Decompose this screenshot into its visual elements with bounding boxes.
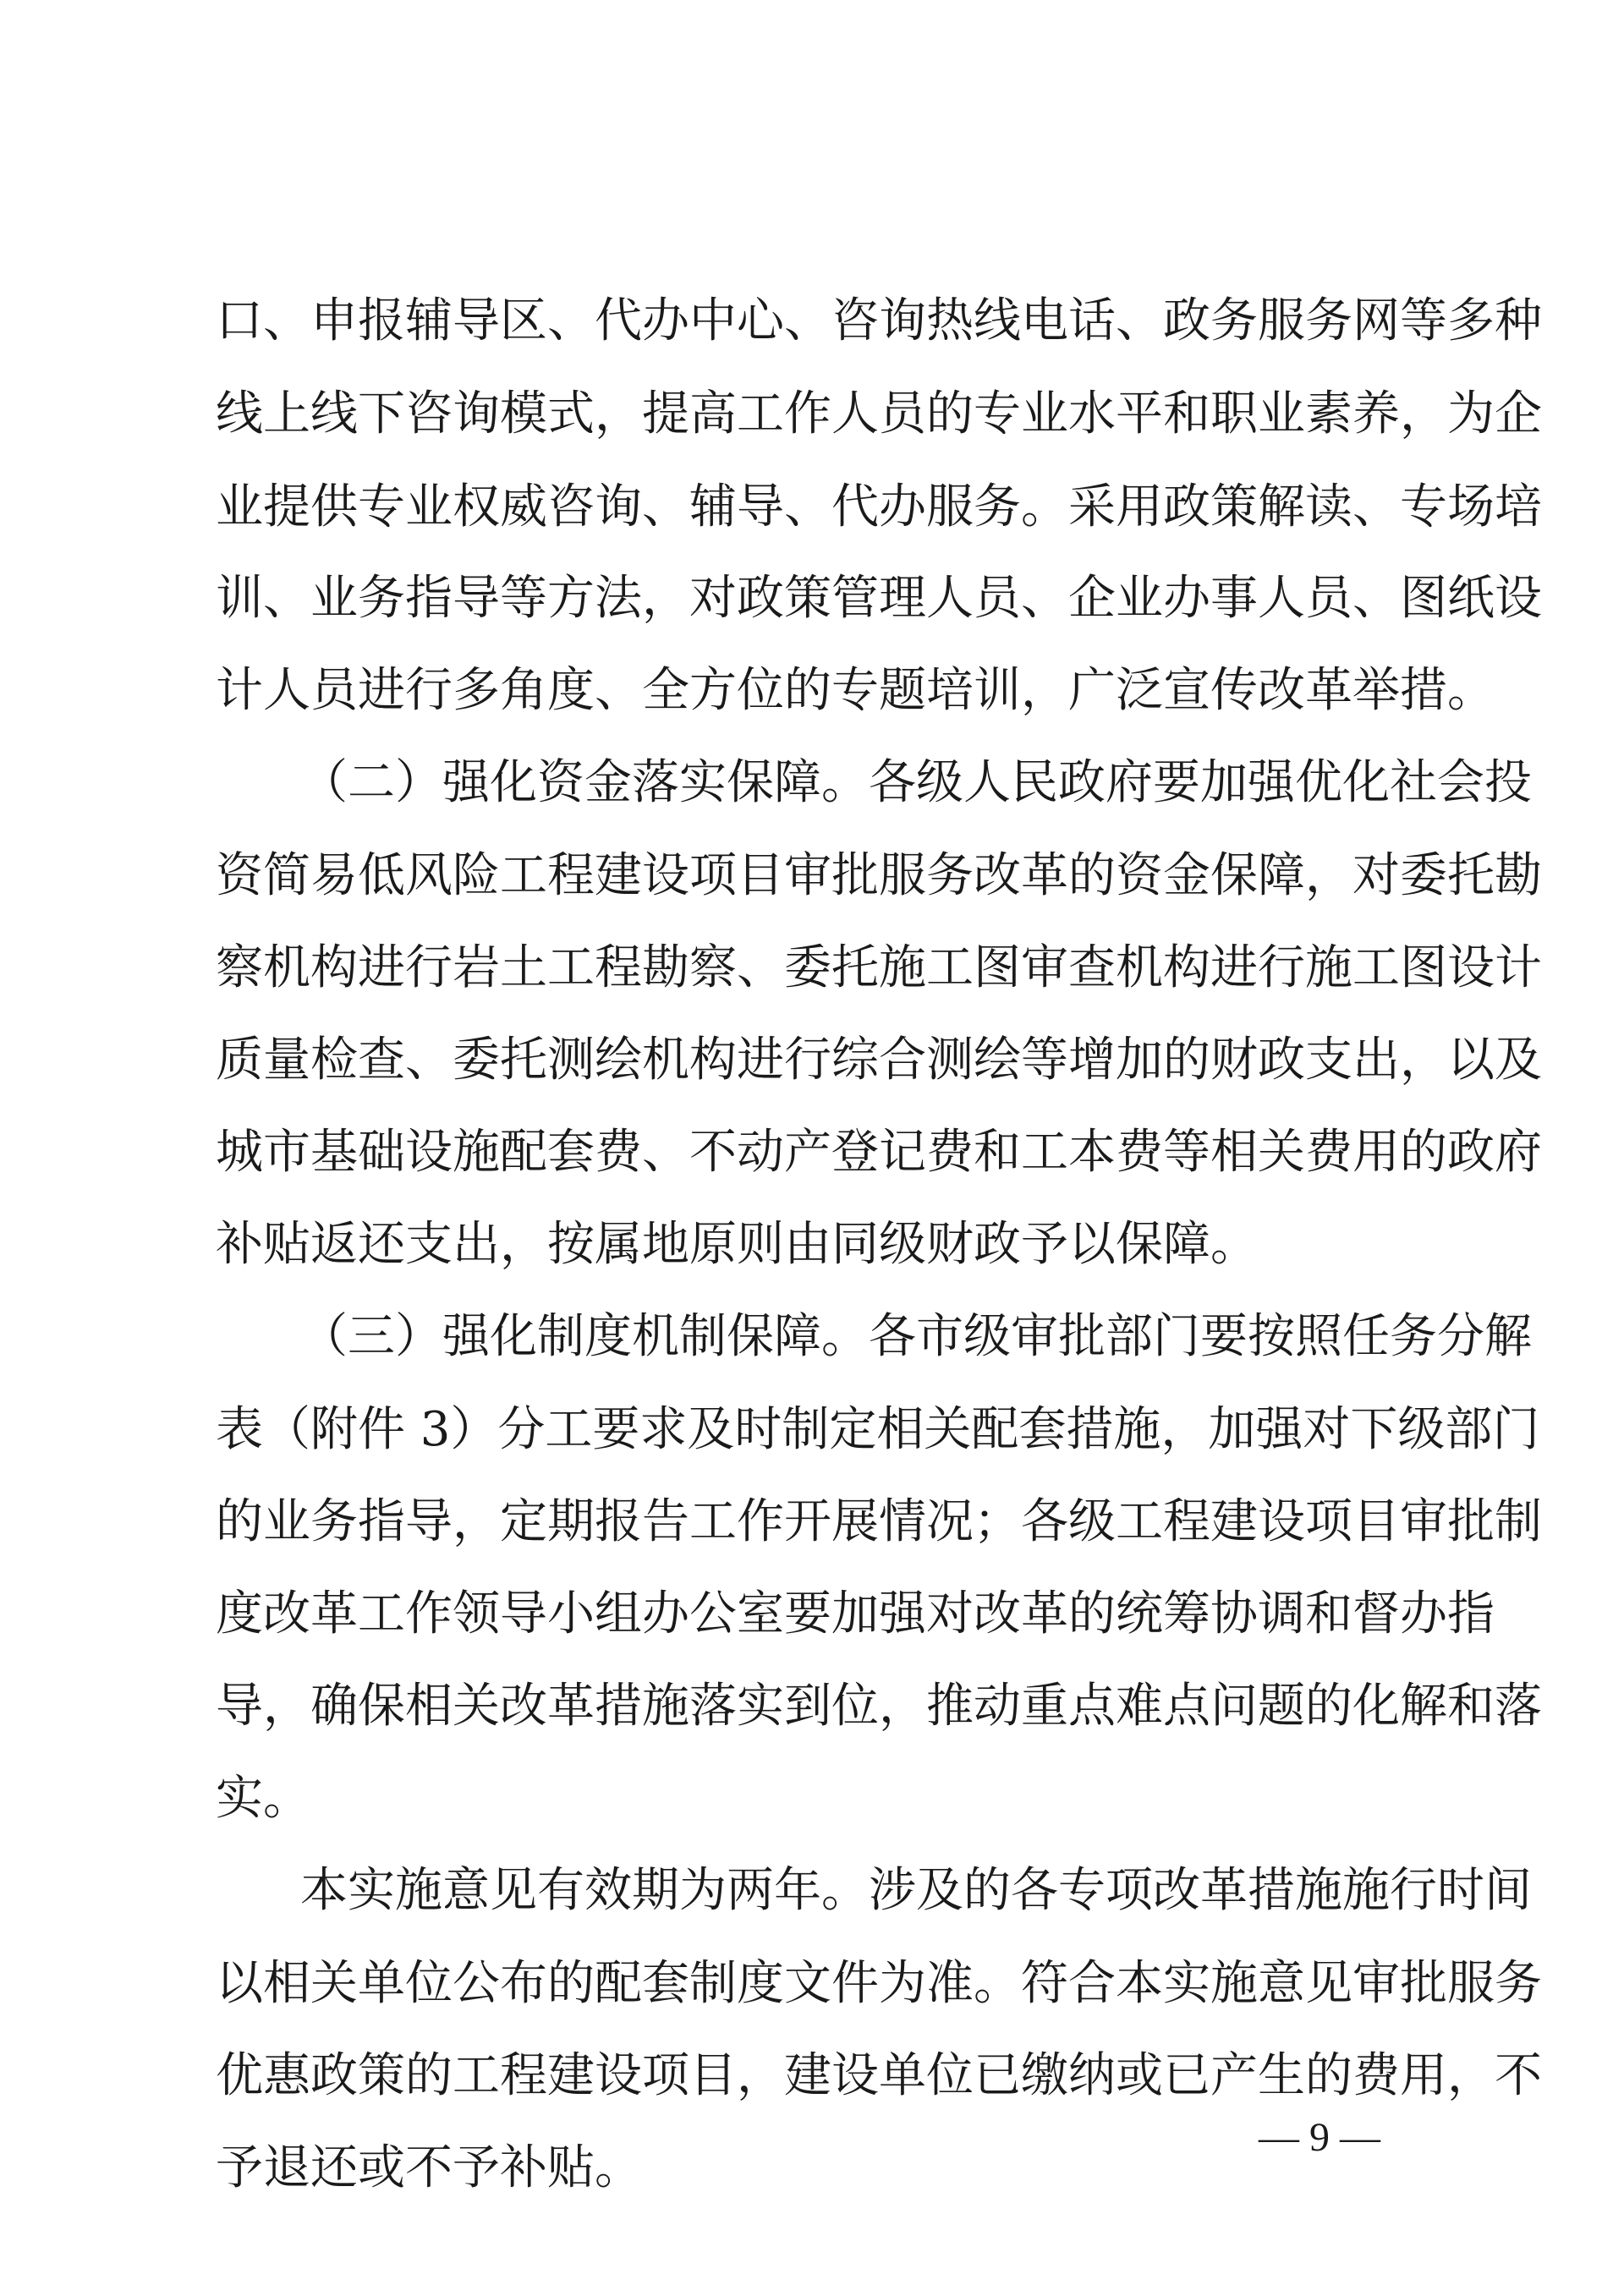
- paragraph-4-line-3: 优惠政策的工程建设项目，建设单位已缴纳或已产生的费用，不: [216, 2048, 1542, 2103]
- paragraph-2-line-1: （二）强化资金落实保障。各级人民政府要加强优化社会投: [300, 755, 1532, 810]
- paragraph-3-line-4: 度改革工作领导小组办公室要加强对改革的统筹协调和督办指: [216, 1586, 1495, 1641]
- paragraph-2-line-6: 补贴返还支出，按属地原则由同级财政予以保障。: [216, 1217, 1258, 1272]
- paragraph-2-line-5: 城市基础设施配套费、不动产登记费和工本费等相关费用的政府: [216, 1125, 1542, 1180]
- paragraph-3-line-5: 导，确保相关改革措施落实到位，推动重点难点问题的化解和落: [216, 1679, 1542, 1734]
- paragraph-3-line-1: （三）强化制度机制保障。各市级审批部门要按照任务分解: [300, 1309, 1532, 1364]
- paragraph-1-line-4: 训、业务指导等方法，对政策管理人员、企业办事人员、图纸设: [216, 571, 1542, 626]
- paragraph-1-line-1: 口、申报辅导区、代办中心、咨询热线电话、政务服务网等多种: [216, 293, 1542, 348]
- paragraph-2-line-3: 察机构进行岩土工程勘察、委托施工图审查机构进行施工图设计: [216, 940, 1542, 995]
- paragraph-4-line-1: 本实施意见有效期为两年。涉及的各专项改革措施施行时间: [300, 1863, 1532, 1918]
- page-number: — 9 —: [1259, 2115, 1380, 2160]
- paragraph-3-line-6: 实。: [216, 1771, 310, 1826]
- paragraph-1-line-3: 业提供专业权威咨询、辅导、代办服务。采用政策解读、专场培: [216, 479, 1542, 534]
- paragraph-3-line-3: 的业务指导，定期报告工作开展情况；各级工程建设项目审批制: [216, 1494, 1542, 1549]
- paragraph-3-line-2: 表（附件 3）分工要求及时制定相关配套措施，加强对下级部门: [216, 1402, 1540, 1457]
- paragraph-1-line-2: 线上线下咨询模式，提高工作人员的专业水平和职业素养，为企: [216, 386, 1542, 441]
- paragraph-2-line-2: 资简易低风险工程建设项目审批服务改革的资金保障，对委托勘: [216, 848, 1542, 903]
- paragraph-2-line-4: 质量检查、委托测绘机构进行综合测绘等增加的财政支出，以及: [216, 1033, 1542, 1088]
- paragraph-1-line-5: 计人员进行多角度、全方位的专题培训，广泛宣传改革举措。: [216, 663, 1495, 718]
- paragraph-4-line-4: 予退还或不予补贴。: [216, 2140, 642, 2195]
- paragraph-4-line-2: 以相关单位公布的配套制度文件为准。符合本实施意见审批服务: [216, 1956, 1542, 2011]
